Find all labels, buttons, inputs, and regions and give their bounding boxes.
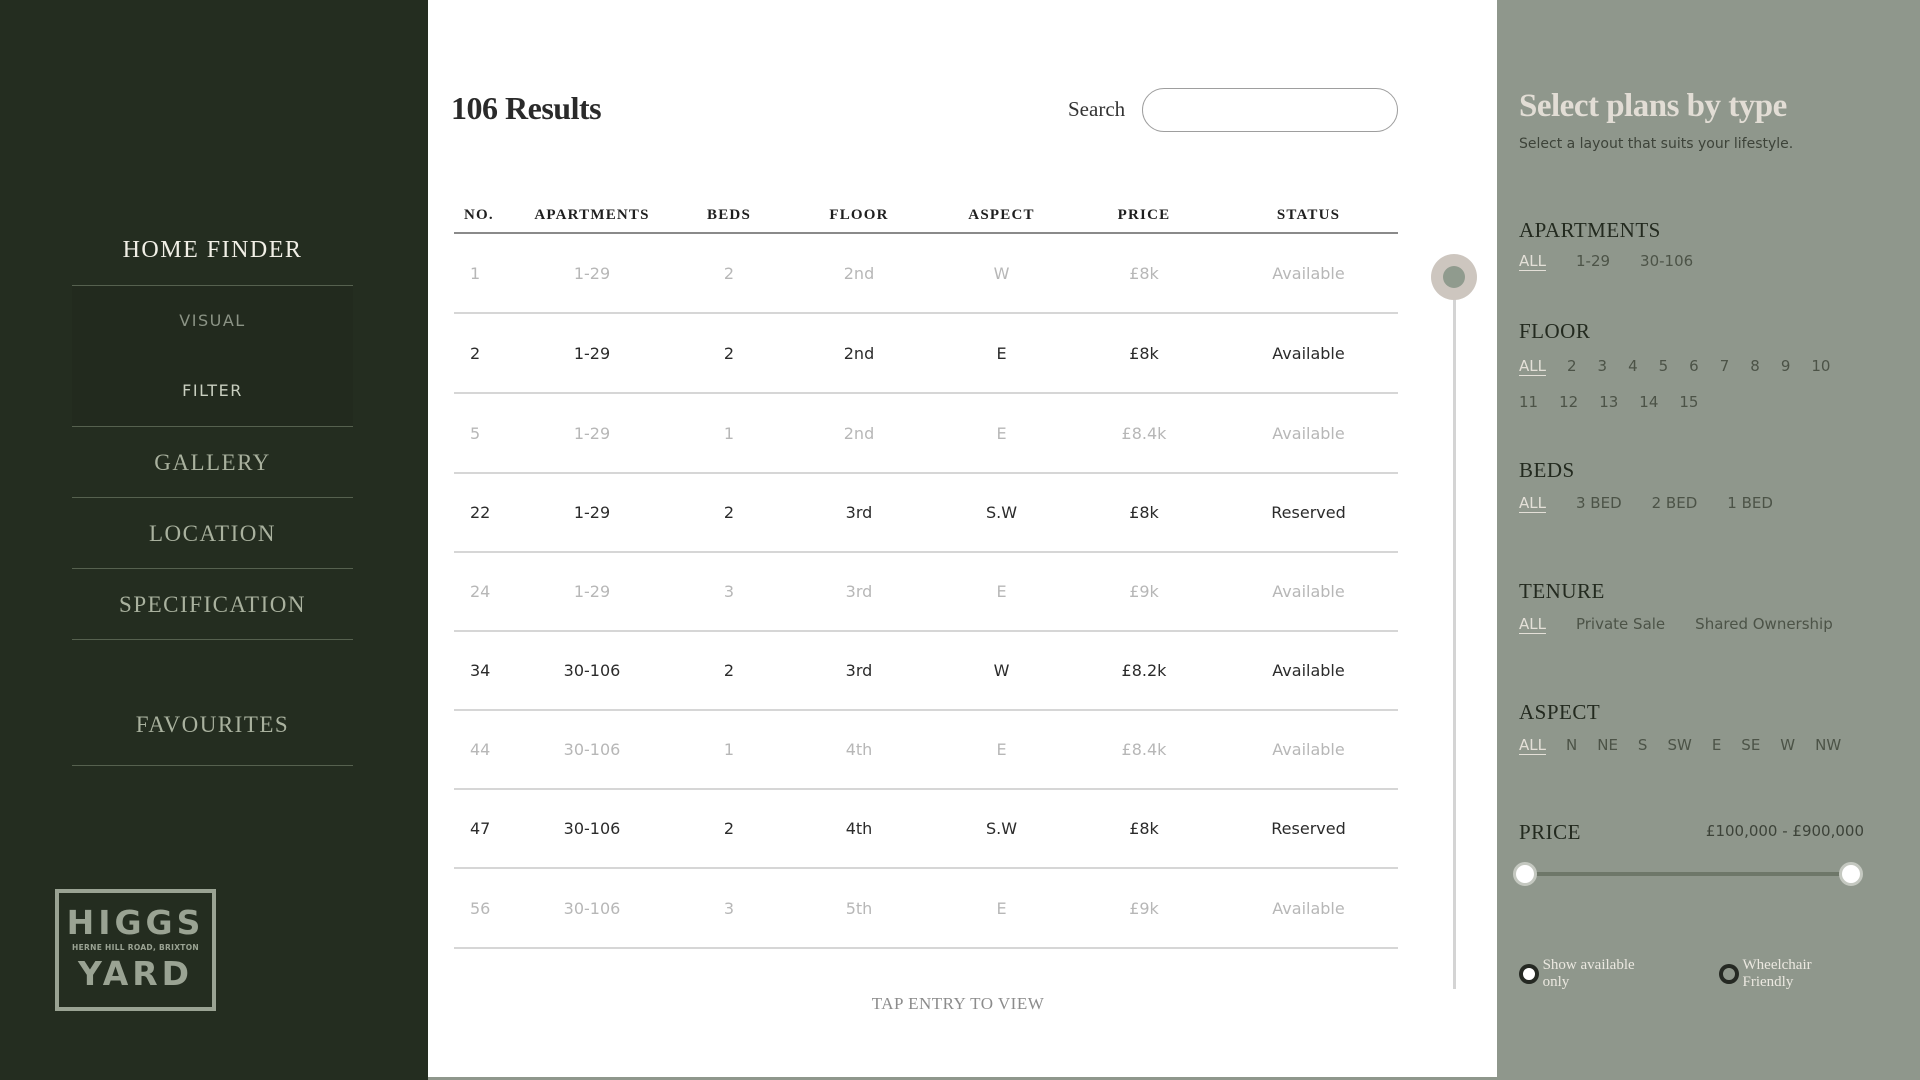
higgs-yard-logo xyxy=(55,889,216,1011)
table-row[interactable] xyxy=(454,711,1398,790)
scrollbar-thumb[interactable] xyxy=(1431,254,1477,300)
cell-aspect: W xyxy=(993,263,1010,283)
sidebar xyxy=(0,0,428,1080)
cell-status: Available xyxy=(1272,343,1345,363)
slider-track xyxy=(1527,872,1849,876)
cell-beds: 2 xyxy=(723,343,735,363)
nav-favourites[interactable]: FAVOURITES xyxy=(72,695,353,766)
floor-option[interactable]: 12 xyxy=(1559,393,1579,411)
scrollbar-track[interactable] xyxy=(1453,276,1456,989)
col-floor[interactable]: FLOOR xyxy=(829,206,889,223)
table-row[interactable] xyxy=(454,474,1398,553)
filter-panel xyxy=(1497,0,1920,1080)
table-row[interactable] xyxy=(454,790,1398,869)
cell-aspect: E xyxy=(996,343,1007,363)
toggle-options xyxy=(1519,957,1920,991)
cell-status: Available xyxy=(1272,898,1345,918)
cell-price: £8k xyxy=(1129,343,1159,363)
slider-min-handle[interactable] xyxy=(1513,862,1537,886)
tenure-option-private-sale[interactable]: Private Sale xyxy=(1575,615,1666,633)
cell-apartments: 1-29 xyxy=(573,503,611,522)
cell-apartments: 30-106 xyxy=(563,740,621,759)
cell-floor: 4th xyxy=(845,740,873,759)
wheelchair-friendly-toggle[interactable] xyxy=(1719,957,1862,991)
cell-price: £9k xyxy=(1129,582,1159,601)
apartments-option-30-106[interactable]: 30-106 xyxy=(1640,252,1694,270)
aspect-option[interactable]: N xyxy=(1565,736,1578,754)
filter-group-floor xyxy=(1519,319,1889,420)
filter-options xyxy=(1519,606,1863,642)
cell-no: 44 xyxy=(470,740,491,759)
filter-heading: APARTMENTS xyxy=(1519,218,1661,242)
floor-option[interactable]: 7 xyxy=(1719,357,1730,375)
radio-on-icon xyxy=(1519,964,1539,984)
search-input[interactable] xyxy=(1142,88,1398,132)
table-row[interactable] xyxy=(454,314,1398,394)
filter-heading: BEDS xyxy=(1519,458,1575,482)
aspect-option[interactable]: ALL xyxy=(1519,736,1546,754)
price-range-value: £100,000 - £900,000 xyxy=(1705,822,1864,840)
floor-option[interactable]: 4 xyxy=(1628,357,1638,375)
nav-location[interactable]: LOCATION xyxy=(72,498,353,569)
cell-beds: 2 xyxy=(723,819,735,838)
col-no[interactable]: NO. xyxy=(464,206,494,223)
beds-option-all[interactable]: ALL xyxy=(1519,494,1546,512)
floor-option[interactable]: 11 xyxy=(1519,393,1539,411)
cell-no: 47 xyxy=(470,819,491,838)
cell-status: Available xyxy=(1272,423,1345,443)
price-range-slider[interactable] xyxy=(1519,862,1857,886)
filter-options xyxy=(1519,485,1803,521)
aspect-option[interactable]: SE xyxy=(1741,736,1761,754)
beds-option-3[interactable]: 3 BED xyxy=(1575,494,1622,512)
beds-option-2[interactable]: 2 BED xyxy=(1651,494,1698,512)
col-aspect[interactable]: ASPECT xyxy=(968,206,1035,223)
table-row[interactable] xyxy=(454,869,1398,949)
results-count: 106 Results xyxy=(451,90,602,126)
results-panel xyxy=(428,0,1497,1077)
cell-no: 2 xyxy=(470,343,481,363)
filter-heading: PRICE xyxy=(1519,820,1582,844)
floor-option[interactable]: 8 xyxy=(1750,357,1760,375)
aspect-option[interactable]: NW xyxy=(1815,736,1842,754)
cell-price: £9k xyxy=(1129,898,1159,918)
cell-aspect: W xyxy=(993,661,1010,680)
cell-aspect: E xyxy=(996,582,1007,601)
table-row[interactable] xyxy=(454,553,1398,632)
cell-floor: 2nd xyxy=(843,263,875,283)
cell-beds: 2 xyxy=(723,503,735,522)
tenure-option-shared-ownership[interactable]: Shared Ownership xyxy=(1695,615,1833,633)
table-row[interactable] xyxy=(454,394,1398,474)
filter-subtitle: Select a layout that suits your lifestyle. xyxy=(1519,136,1794,152)
cell-no: 22 xyxy=(470,503,491,522)
aspect-option[interactable]: W xyxy=(1780,736,1796,754)
toggle-label: Show available only xyxy=(1542,957,1635,990)
table-header xyxy=(454,198,1398,234)
cell-price: £8.4k xyxy=(1121,740,1167,759)
aspect-option[interactable]: NE xyxy=(1597,736,1618,754)
filter-heading: TENURE xyxy=(1519,579,1605,603)
apartments-option-1-29[interactable]: 1-29 xyxy=(1575,252,1611,270)
cell-no: 5 xyxy=(470,423,481,443)
cell-floor: 3rd xyxy=(845,661,873,680)
cell-floor: 5th xyxy=(845,898,873,918)
filter-group-aspect xyxy=(1519,700,1861,763)
cell-aspect: S.W xyxy=(985,503,1018,522)
col-apartments[interactable]: APARTMENTS xyxy=(534,206,650,223)
cell-apartments: 30-106 xyxy=(563,819,621,838)
nav-specification[interactable]: SPECIFICATION xyxy=(72,569,353,640)
floor-option[interactable]: 5 xyxy=(1658,357,1669,375)
logo-line2: YARD xyxy=(77,954,194,993)
cell-apartments: 30-106 xyxy=(563,898,621,918)
floor-option[interactable]: 15 xyxy=(1679,393,1699,411)
logo-tagline: HERNE HILL ROAD, BRIXTON xyxy=(72,943,199,952)
floor-option[interactable]: ALL xyxy=(1519,357,1546,375)
cell-price: £8k xyxy=(1129,263,1159,283)
floor-option[interactable]: 2 xyxy=(1566,357,1577,375)
cell-price: £8.4k xyxy=(1121,423,1167,443)
cell-apartments: 1-29 xyxy=(573,423,611,443)
table-row[interactable] xyxy=(454,632,1398,711)
cell-floor: 2nd xyxy=(843,343,875,363)
col-status[interactable]: STATUS xyxy=(1276,206,1341,223)
filter-options xyxy=(1519,243,1723,279)
filter-heading: ASPECT xyxy=(1519,700,1601,724)
beds-option-1[interactable]: 1 BED xyxy=(1727,494,1773,512)
cell-aspect: E xyxy=(996,740,1007,759)
col-price[interactable]: PRICE xyxy=(1117,206,1171,223)
floor-option[interactable]: 6 xyxy=(1689,357,1699,375)
cell-no: 34 xyxy=(470,661,491,680)
cell-beds: 1 xyxy=(723,423,735,443)
radio-off-icon xyxy=(1719,964,1739,984)
floor-option[interactable]: 9 xyxy=(1780,357,1791,375)
aspect-option[interactable]: E xyxy=(1711,736,1722,754)
floor-option[interactable]: 3 xyxy=(1597,357,1608,375)
subnav-filter[interactable]: FILTER xyxy=(182,381,243,400)
cell-apartments: 1-29 xyxy=(573,343,611,363)
cell-beds: 1 xyxy=(723,740,735,759)
cell-apartments: 30-106 xyxy=(563,661,621,680)
slider-max-handle[interactable] xyxy=(1839,862,1863,886)
filter-options xyxy=(1519,348,1889,420)
nav-gallery[interactable]: GALLERY xyxy=(72,427,353,498)
tap-entry-hint: TAP ENTRY TO VIEW xyxy=(871,994,1045,1013)
cell-status: Available xyxy=(1272,582,1345,601)
cell-floor: 3rd xyxy=(845,503,873,522)
cell-floor: 4th xyxy=(845,819,873,838)
filter-heading: FLOOR xyxy=(1519,319,1591,343)
cell-aspect: S.W xyxy=(985,819,1018,838)
cell-aspect: E xyxy=(996,423,1007,443)
apartments-option-all[interactable]: ALL xyxy=(1519,252,1546,270)
tenure-option-all[interactable]: ALL xyxy=(1519,615,1546,633)
cell-beds: 3 xyxy=(723,582,735,601)
filter-group-tenure xyxy=(1519,579,1863,642)
cell-price: £8k xyxy=(1129,503,1159,522)
cell-beds: 2 xyxy=(723,661,735,680)
cell-apartments: 1-29 xyxy=(573,582,611,601)
cell-no: 24 xyxy=(470,582,491,601)
col-beds[interactable]: BEDS xyxy=(707,206,751,223)
cell-status: Available xyxy=(1272,740,1345,759)
nav-home-finder[interactable]: HOME FINDER xyxy=(72,220,353,286)
cell-floor: 3rd xyxy=(845,582,873,601)
table-row[interactable] xyxy=(454,234,1398,314)
cell-status: Available xyxy=(1272,263,1345,283)
filter-group-price xyxy=(1519,820,1864,845)
aspect-option[interactable]: SW xyxy=(1667,736,1692,754)
floor-option[interactable]: 14 xyxy=(1639,393,1659,411)
home-finder-subnav xyxy=(72,286,353,427)
main-nav xyxy=(72,220,353,766)
cell-price: £8k xyxy=(1129,819,1159,838)
cell-aspect: E xyxy=(996,898,1007,918)
filter-group-apartments xyxy=(1519,218,1723,279)
floor-option[interactable]: 13 xyxy=(1599,393,1619,411)
cell-status: Reserved xyxy=(1271,819,1346,838)
cell-apartments: 1-29 xyxy=(573,263,611,283)
cell-beds: 3 xyxy=(723,898,735,918)
subnav-visual[interactable]: VISUAL xyxy=(179,311,246,330)
filter-group-beds xyxy=(1519,458,1803,521)
results-table xyxy=(454,198,1398,949)
cell-status: Reserved xyxy=(1271,503,1346,522)
cell-no: 1 xyxy=(470,263,481,283)
floor-option[interactable]: 10 xyxy=(1811,357,1831,375)
cell-floor: 2nd xyxy=(843,423,875,443)
aspect-option[interactable]: S xyxy=(1637,736,1648,754)
cell-price: £8.2k xyxy=(1121,661,1167,680)
filter-title: Select plans by type xyxy=(1519,88,1787,124)
filter-options xyxy=(1519,727,1861,763)
show-available-only-toggle[interactable] xyxy=(1519,957,1661,991)
logo-line1: HIGGS xyxy=(66,903,205,942)
toggle-label: Wheelchair Friendly xyxy=(1742,957,1812,990)
search-label: Search xyxy=(1068,97,1126,121)
cell-status: Available xyxy=(1272,661,1345,680)
cell-beds: 2 xyxy=(723,263,735,283)
cell-no: 56 xyxy=(470,898,491,918)
